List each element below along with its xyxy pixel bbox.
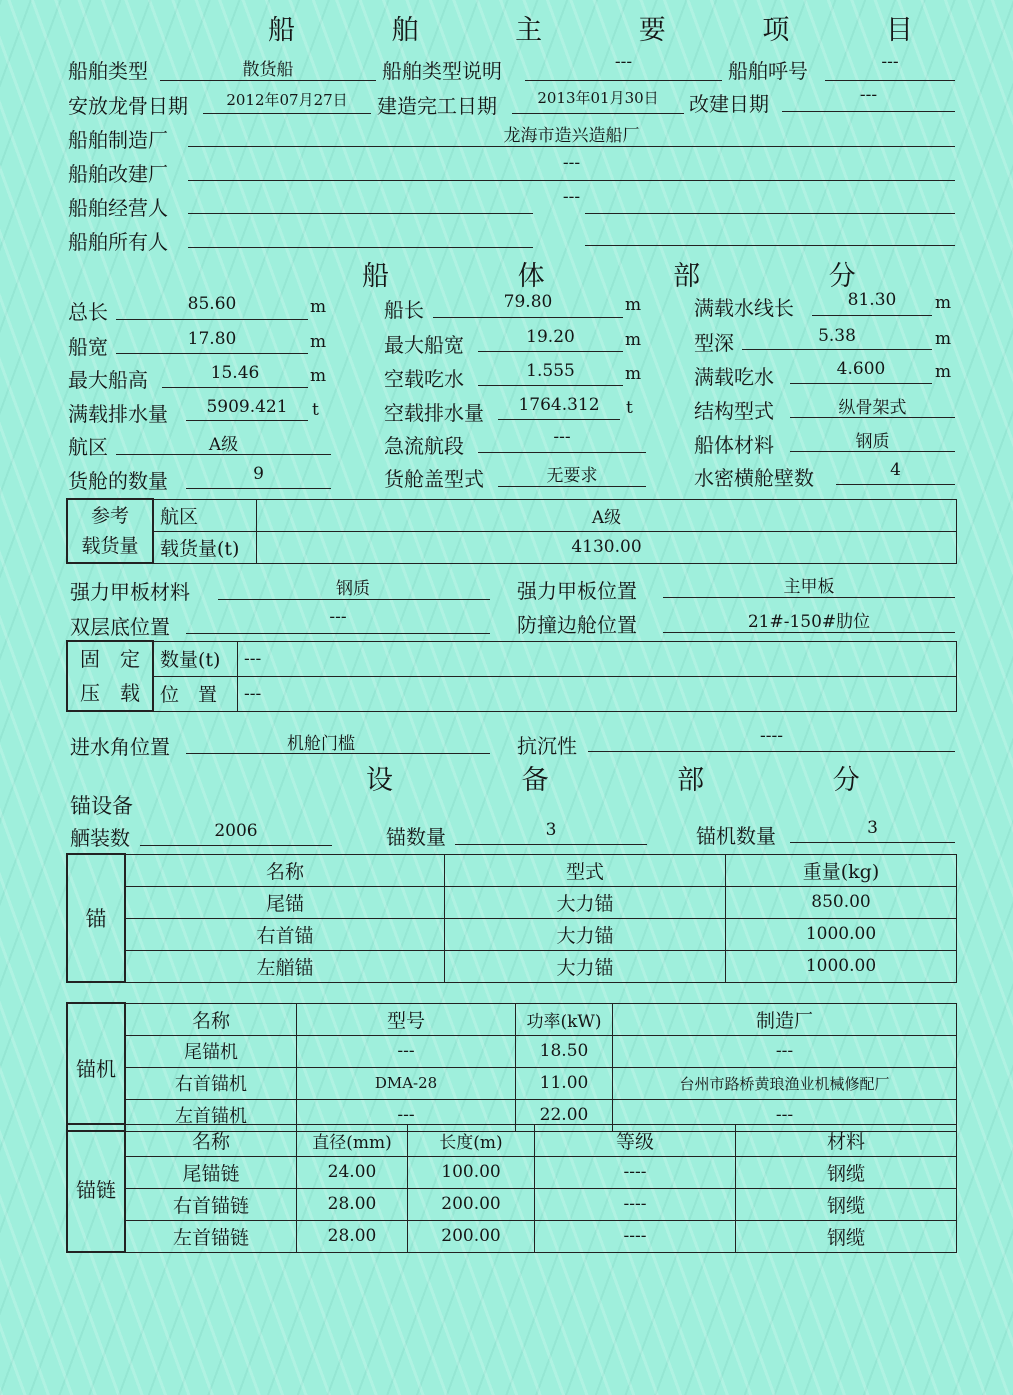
unsinkable-value: ---- [760, 726, 783, 746]
light-disp-unit: t [626, 398, 633, 418]
full-draft-label: 满载吃水 [694, 365, 774, 389]
max-height-value: 15.46 [210, 363, 260, 383]
ballast-pos-label: 位 置 [153, 676, 238, 711]
windlass-header-name: 名称 [125, 1003, 297, 1035]
reference-area-value: A级 [257, 499, 957, 531]
table-row: 右首锚机 DMA-28 11.00 台州市路桥黄琅渔业机械修配厂 [67, 1067, 957, 1099]
chain-header-length: 长度(m) [408, 1124, 535, 1156]
windlass-group-label: 锚机 [67, 1003, 125, 1131]
complete-date-value: 2013年01月30日 [537, 89, 659, 107]
anchor-equipment-heading: 锚设备 [70, 794, 133, 818]
loa-value: 85.60 [187, 294, 237, 314]
bulkhead-value: 4 [890, 460, 901, 480]
anchor-group-label: 锚 [67, 854, 125, 982]
full-draft-value: 4.600 [836, 359, 886, 379]
operator-value: --- [562, 187, 581, 207]
windlass-table [66, 1002, 957, 1132]
fixed-ballast-group [67, 641, 153, 711]
windlass-header-maker: 制造厂 [613, 1003, 957, 1035]
reference-capacity-value: 4130.00 [257, 531, 957, 563]
fixed-ballast-label-bottom: 压 载 [80, 681, 140, 705]
max-breadth-value: 19.20 [526, 327, 575, 347]
holds-value: 9 [253, 464, 264, 484]
keel-date-label: 安放龙骨日期 [68, 94, 188, 118]
lpp-value: 79.80 [503, 292, 553, 312]
fender-value: 21#-150#肋位 [747, 612, 871, 632]
full-disp-unit: t [312, 400, 319, 420]
type-desc-value: --- [614, 52, 633, 72]
page-title: 船 舶 主 要 项 目 [268, 15, 957, 46]
table-row: 右首锚链 28.00 200.00 ---- 钢缆 [67, 1188, 957, 1220]
keel-date-value: 2012年07月27日 [226, 91, 348, 109]
area-value: A级 [208, 435, 239, 455]
type-desc-label: 船舶类型说明 [382, 59, 502, 83]
full-disp-value: 5909.421 [206, 397, 288, 417]
windlass-header-model: 型号 [297, 1003, 516, 1035]
chain-group-label: 锚链 [67, 1124, 125, 1252]
ballast-pos-value: --- [238, 676, 957, 711]
structure-label: 结构型式 [694, 399, 774, 423]
light-draft-value: 1.555 [526, 361, 575, 381]
hull-section-title: 船 体 部 分 [362, 261, 916, 292]
chain-header-diameter: 直径(mm) [297, 1124, 408, 1156]
deck-material-label: 强力甲板材料 [70, 580, 190, 604]
full-draft-unit: m [935, 362, 952, 382]
rebuilder-label: 船舶改建厂 [68, 162, 168, 186]
call-sign-label: 船舶呼号 [728, 59, 808, 83]
light-disp-value: 1764.312 [518, 395, 600, 415]
fixed-ballast-table [66, 640, 957, 712]
rebuild-date-label: 改建日期 [689, 92, 769, 116]
loa-unit: m [310, 297, 327, 317]
complete-date-label: 建造完工日期 [377, 94, 497, 118]
rebuilder-value: --- [562, 153, 581, 173]
lwl-value: 81.30 [847, 290, 897, 310]
breadth-unit: m [310, 332, 327, 352]
hatch-value: 无要求 [546, 466, 598, 486]
full-disp-label: 满载排水量 [68, 402, 168, 426]
anchor-table [66, 853, 957, 983]
light-draft-label: 空载吃水 [384, 367, 464, 391]
depth-label: 型深 [694, 331, 734, 355]
ship-type-value: 散货船 [242, 60, 294, 80]
builder-label: 船舶制造厂 [68, 128, 168, 152]
rapids-label: 急流航段 [384, 434, 464, 458]
holds-label: 货舱的数量 [68, 469, 168, 493]
table-row: 左首锚机 --- 22.00 --- [67, 1099, 957, 1131]
table-row: 尾锚机 --- 18.50 --- [67, 1035, 957, 1067]
table-row: 左艏锚 大力锚 1000.00 [67, 950, 957, 982]
windlass-header-power: 功率(kW) [516, 1003, 613, 1035]
chain-table [66, 1123, 957, 1253]
max-height-label: 最大船高 [68, 368, 148, 392]
deck-position-value: 主甲板 [783, 577, 835, 597]
light-draft-unit: m [625, 364, 642, 384]
hatch-label: 货舱盖型式 [384, 467, 484, 491]
anchor-count-label: 锚数量 [386, 825, 446, 849]
area-label: 航区 [68, 435, 108, 459]
unsinkable-label: 抗沉性 [517, 734, 577, 758]
double-bottom-value: --- [329, 607, 347, 627]
reference-load-table [66, 498, 957, 564]
rapids-value: --- [553, 427, 571, 447]
material-label: 船体材料 [694, 433, 774, 457]
chain-header-material: 材料 [736, 1124, 957, 1156]
operator-label: 船舶经营人 [68, 196, 168, 220]
max-breadth-unit: m [625, 330, 642, 350]
equipment-numeral-label: 舾装数 [70, 826, 130, 850]
flooding-angle-value: 机舱门槛 [287, 734, 355, 754]
table-row: 尾锚链 24.00 100.00 ---- 钢缆 [67, 1156, 957, 1188]
breadth-label: 船宽 [68, 335, 108, 359]
max-breadth-label: 最大船宽 [384, 333, 464, 357]
ballast-qty-value: --- [238, 641, 957, 676]
lpp-unit: m [625, 295, 642, 315]
anchor-header-weight: 重量(kg) [726, 854, 957, 886]
max-height-unit: m [310, 366, 327, 386]
lwl-label: 满载水线长 [694, 296, 794, 320]
deck-material-value: 钢质 [336, 579, 370, 599]
chain-header-grade: 等级 [535, 1124, 736, 1156]
reference-capacity-label: 载货量(t) [153, 531, 257, 563]
bulkhead-label: 水密横舱壁数 [694, 466, 814, 490]
table-row: 左首锚链 28.00 200.00 ---- 钢缆 [67, 1220, 957, 1252]
owner-label: 船舶所有人 [68, 230, 168, 254]
depth-unit: m [935, 329, 952, 349]
deck-position-label: 强力甲板位置 [517, 579, 637, 603]
anchor-count-value: 3 [545, 820, 557, 840]
reference-load-label-top: 参考 [90, 505, 129, 527]
structure-value: 纵骨架式 [838, 398, 907, 418]
fixed-ballast-label-top: 固 定 [80, 647, 140, 671]
reference-area-label: 航区 [153, 499, 257, 531]
windlass-count-label: 锚机数量 [696, 824, 776, 848]
windlass-count-value: 3 [867, 818, 878, 838]
depth-value: 5.38 [818, 326, 856, 346]
ship-type-label: 船舶类型 [68, 59, 148, 83]
call-sign-value: --- [881, 52, 899, 72]
lpp-label: 船长 [384, 298, 424, 322]
double-bottom-label: 双层底位置 [70, 615, 170, 639]
rebuild-date-value: --- [859, 85, 878, 105]
chain-header-name: 名称 [125, 1124, 297, 1156]
builder-value: 龙海市造兴造船厂 [503, 126, 640, 146]
loa-label: 总长 [68, 300, 108, 324]
table-row: 右首锚 大力锚 1000.00 [67, 918, 957, 950]
anchor-header-name: 名称 [125, 854, 445, 886]
reference-load-group [67, 499, 153, 563]
material-value: 钢质 [855, 432, 890, 452]
equipment-numeral-value: 2006 [214, 821, 258, 841]
ballast-qty-label: 数量(t) [153, 641, 238, 676]
lwl-unit: m [935, 293, 952, 313]
equipment-section-title: 设 备 部 分 [366, 765, 920, 796]
breadth-value: 17.80 [187, 329, 237, 349]
anchor-header-type: 型式 [445, 854, 726, 886]
table-row: 尾锚 大力锚 850.00 [67, 886, 957, 918]
fender-label: 防撞边舱位置 [517, 613, 637, 637]
reference-load-label-bottom: 载货量 [81, 535, 139, 557]
flooding-angle-label: 进水角位置 [70, 735, 170, 759]
light-disp-label: 空载排水量 [384, 401, 484, 425]
